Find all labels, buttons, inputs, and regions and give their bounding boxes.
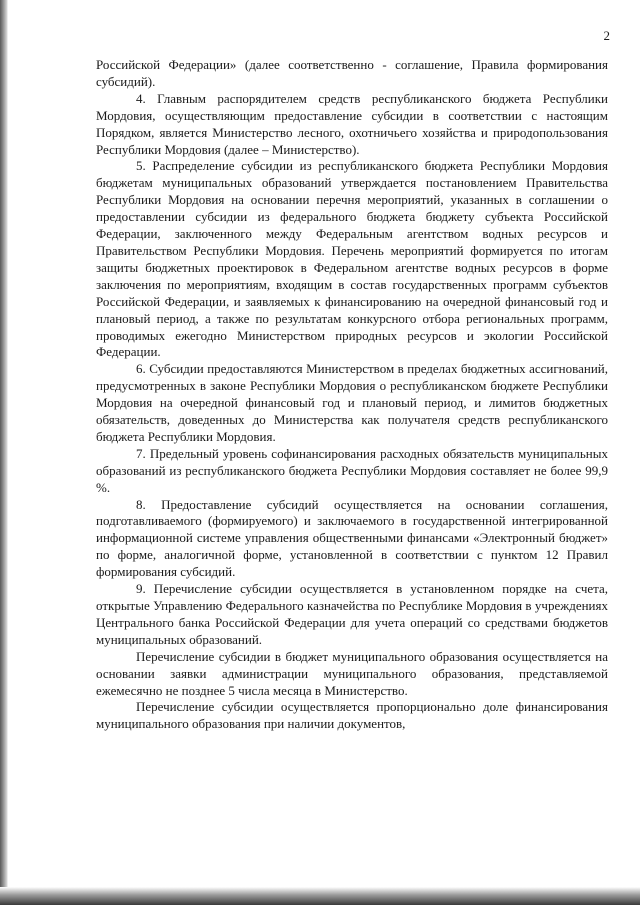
page-number: 2	[603, 28, 610, 43]
paragraph-item-6: 6. Субсидии предоставляются Министерством в пределах бюджетных ассигнований, предусмотренных в законе Республики Мордовия о республиканском бюджете Республики Мордовия на очередной финансовый год и плановый период, и лимитов бюджетных обязательств, доведенных до Министерства как получателя средств республиканского бюджета Республики Мордовия.	[96, 361, 608, 444]
paragraph-item-8: 8. Предоставление субсидий осуществляется на основании соглашения, подготавливаемого (формируемого) и заключаемого в государственной интегрированной информационной системе управления общественными финансами «Электронный бюджет» по форме, аналогичной форме, установленной в соответствии с пунктом 12 Правил формирования субсидий.	[96, 496, 608, 580]
scan-left-edge	[0, 0, 8, 905]
paragraph-item-7: 7. Предельный уровень софинансирования расходных обязательств муниципальных образований из республиканского бюджета Республики Мордовия составляет не более 99,9 %.	[96, 445, 608, 495]
paragraph-continuation: Российской Федерации» (далее соответственно - соглашение, Правила формирования субсидий).	[96, 57, 608, 89]
document-body	[96, 57, 608, 733]
paragraph-item-5: 5. Распределение субсидии из республиканского бюджета Республики Мордовия бюджетам муниципальных образований утверждается постановлением Правительства Республики Мордовия на основании перечня мероприятий, указанных в соглашении о предоставлении субсидии из федерального бюджета бюджету субъекта Российской Федерации, заключенного между Федеральным агентством водных ресурсов и Правительством Республики Мордовия. Перечень мероприятий формируется по итогам защиты бюджетных проектировок в Федеральном агентстве водных ресурсов в форме заключения по мероприятиям, входящим в состав государственных программ субъектов Российской Федерации, и заявляемых к финансированию на очередной финансовый год и плановый период, а также по результатам конкурсного отбора региональных программ, проводимых ежегодно Министерством природных ресурсов и экологии Российской Федерации.	[96, 158, 608, 360]
scan-bottom-edge	[0, 887, 640, 905]
paragraph-transfer-proportional: Перечисление субсидии осуществляется пропорционально доле финансирования муниципального образования при наличии документов,	[96, 699, 608, 732]
paragraph-transfer-request: Перечисление субсидии в бюджет муниципального образования осуществляется на основании заявки администрации муниципального образования, представляемой ежемесячно не позднее 5 числа месяца в Министерство.	[96, 648, 608, 698]
paragraph-item-9: 9. Перечисление субсидии осуществляется в установленном порядке на счета, открытые Управлению Федерального казначейства по Республике Мордовия в учреждениях Центрального банка Российской Федерации для учета операций со средствами бюджетов муниципальных образований.	[96, 581, 608, 647]
paragraph-item-4: 4. Главным распорядителем средств республиканского бюджета Республики Мордовия, осуществляющим предоставление субсидии в соответствии с настоящим Порядком, является Министерство лесного, охотничьего хозяйства и природопользования Республики Мордовия (далее – Министерство).	[96, 90, 608, 157]
